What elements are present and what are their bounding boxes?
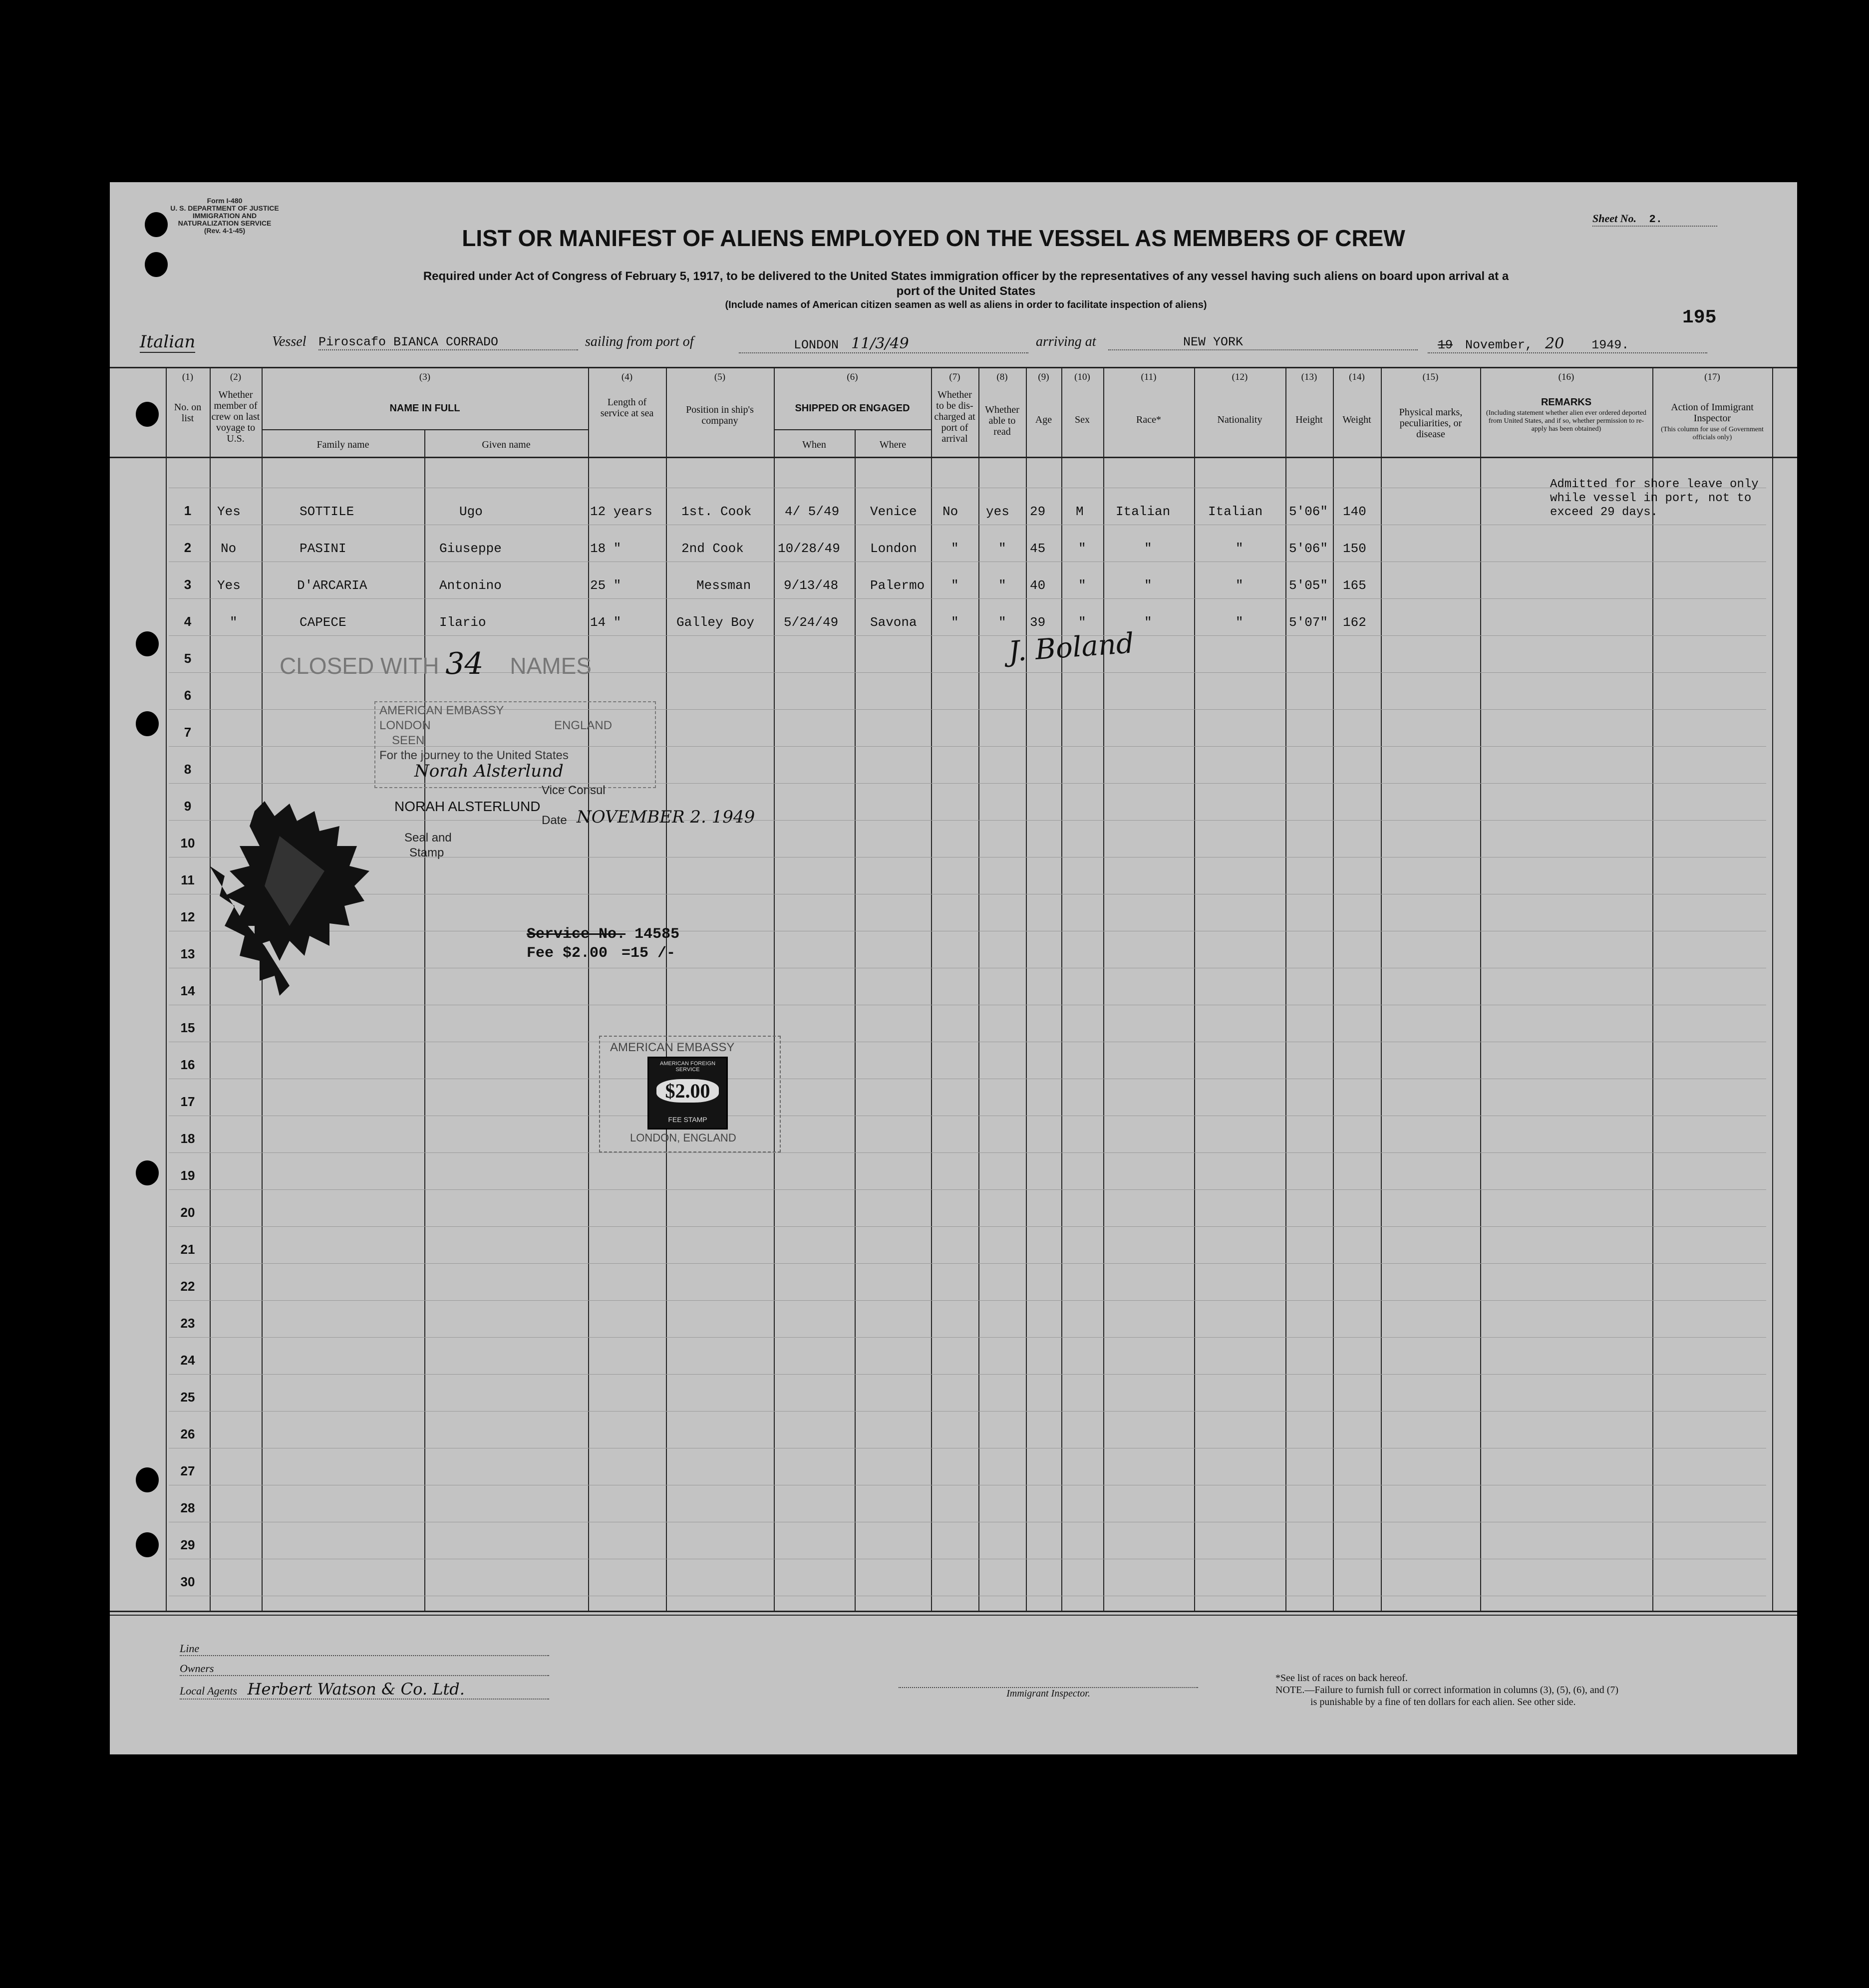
fee-label: Fee $2.00 (527, 945, 608, 962)
row-number: 12 (180, 909, 195, 924)
column-divider (1652, 367, 1653, 1612)
column-header-sex: Sex (1075, 414, 1090, 425)
column-header-no-on-list: No. on list (174, 402, 202, 424)
column-divider (1026, 367, 1027, 1612)
fee-value: =15 /- (622, 945, 676, 962)
column-divider (424, 429, 425, 1612)
sheet-number-block (1592, 212, 1717, 227)
crew-service-length: 18 " (590, 541, 622, 556)
column-divider (666, 367, 667, 1612)
crew-height: 5'06" (1289, 541, 1328, 556)
column-number: (17) (1704, 372, 1720, 382)
crew-race: Italian (1116, 504, 1171, 519)
row-rule (169, 1263, 1766, 1264)
remarks-line: while vessel in port, not to (1550, 492, 1752, 505)
fee-stamp-inner-bottom: FEE STAMP (668, 1116, 707, 1124)
column-header-physical-marks: Physical marks, peculiarities, or disease (1399, 407, 1463, 440)
crew-shipped-where: Savona (870, 615, 917, 630)
service-number: 14585 (634, 926, 680, 943)
arrival-month: November, (1465, 338, 1533, 352)
column-number: (13) (1301, 372, 1317, 382)
subtitle-line2: port of the United States (896, 284, 1036, 298)
column-divider (1381, 367, 1382, 1612)
column-number: (14) (1349, 372, 1365, 382)
manifest-sheet (110, 182, 1797, 1754)
stamp-date-value: NOVEMBER 2. 1949 (577, 807, 755, 827)
row-number: 23 (180, 1316, 195, 1331)
seal-label: Stamp (409, 846, 444, 859)
row-number: 8 (184, 762, 192, 777)
column-header-remarks-note: (Including statement whether alien ever ordered deported from United States, and if so, whether permission to re-apply has been obtained) (1486, 409, 1647, 433)
arrival-struck-day: 19 (1438, 338, 1453, 352)
subtitle-line3: (Include names of American citizen seamen as well as aliens in order to facilitate inspection of aliens) (725, 299, 1207, 310)
closed-with-stamp (280, 646, 592, 681)
crew-given-name: Ilario (439, 615, 486, 630)
agents-label: Local Agents (180, 1685, 238, 1697)
fee-stamp-inner-top: AMERICAN FOREIGN SERVICE (659, 1061, 716, 1073)
crew-able-to-read: " (998, 615, 1006, 630)
row-rule (169, 1189, 1766, 1190)
column-divider (1285, 367, 1286, 1612)
column-divider (1480, 367, 1481, 1612)
consul-signature: Norah Alsterlund (414, 761, 564, 781)
crew-shipped-when: 9/13/48 (784, 578, 839, 593)
column-header-given-name: Given name (482, 439, 531, 450)
crew-weight: 162 (1343, 615, 1366, 630)
column-header-weight: Weight (1342, 414, 1371, 425)
crew-family-name: CAPECE (300, 615, 346, 630)
column-number: (3) (419, 372, 431, 382)
column-header-able-to-read: Whether able to read (985, 404, 1019, 437)
inspector-label: Immigrant Inspector. (1006, 1688, 1090, 1699)
row-rule (169, 1300, 1766, 1301)
consul-name: NORAH ALSTERLUND (394, 799, 541, 814)
closed-suffix: NAMES (510, 653, 592, 679)
agents-value: Herbert Watson & Co. Ltd. (247, 1680, 465, 1699)
crew-race: " (1144, 541, 1152, 556)
row-number: 10 (180, 836, 195, 851)
column-header-height: Height (1295, 414, 1323, 425)
row-number: 27 (180, 1463, 195, 1478)
column-divider (855, 429, 856, 1612)
vessel-name: Piroscafo BIANCA CORRADO (318, 335, 578, 350)
table-bottom-border (110, 1615, 1797, 1616)
crew-service-length: 14 " (590, 615, 622, 630)
crew-race: " (1144, 578, 1152, 593)
crew-able-to-read: " (998, 541, 1006, 556)
fee-stamp (599, 1036, 781, 1152)
form-department: U. S. DEPARTMENT OF JUSTICE (170, 204, 279, 212)
footer-note: *See list of races on back hereof. (1275, 1673, 1408, 1684)
column-header-remarks: REMARKS (1541, 397, 1592, 408)
crew-family-name: SOTTILE (300, 504, 354, 519)
subheader-line (774, 429, 931, 430)
crew-position: 1st. Cook (681, 504, 752, 519)
table-top-border (110, 367, 1797, 368)
form-number: Form I-480 (207, 197, 243, 205)
arrival-day: 20 (1545, 335, 1564, 352)
column-number: (7) (949, 372, 960, 382)
subheader-line (262, 429, 588, 430)
crew-shipped-where: Palermo (870, 578, 925, 593)
arriving-label: arriving at (1036, 334, 1096, 349)
fee-stamp-inner (647, 1057, 728, 1130)
inspector-initials-signature: J. Boland (1007, 627, 1135, 668)
row-number: 9 (184, 799, 192, 814)
column-header-discharged: Whether to be dis-charged at port of arrival (934, 389, 975, 444)
embassy-stamp-line: LONDON (379, 719, 431, 732)
crew-race: " (1144, 615, 1152, 630)
row-number: 18 (180, 1131, 195, 1146)
column-header-family-name: Family name (316, 439, 369, 450)
crew-sex: " (1078, 541, 1086, 556)
row-rule (169, 1226, 1766, 1227)
column-divider (774, 367, 775, 1612)
row-number: 21 (180, 1242, 195, 1257)
crew-height: 5'07" (1289, 615, 1328, 630)
column-header-nationality: Nationality (1217, 414, 1262, 425)
crew-age: 39 (1030, 615, 1046, 630)
crew-family-name: D'ARCARIA (297, 578, 367, 593)
footer-agents-field (180, 1680, 549, 1700)
header-bottom-border (110, 457, 1797, 458)
page-number: 195 (1682, 307, 1717, 328)
footer-owners-field (180, 1662, 549, 1676)
column-divider (1103, 367, 1104, 1612)
column-header-name-in-full: NAME IN FULL (389, 403, 460, 414)
line-label: Line (180, 1642, 200, 1655)
row-number: 5 (184, 651, 192, 666)
row-number: 2 (184, 540, 192, 555)
crew-last-voyage: No (221, 541, 237, 556)
column-number: (10) (1074, 372, 1090, 382)
crew-position: Galley Boy (676, 615, 755, 630)
row-number: 11 (181, 872, 195, 887)
crew-shipped-where: London (870, 541, 917, 556)
column-number: (8) (996, 372, 1008, 382)
row-number: 28 (180, 1500, 195, 1515)
arrival-year: 1949. (1591, 338, 1629, 352)
row-number: 4 (184, 614, 192, 629)
crew-nationality: " (1236, 541, 1244, 556)
crew-height: 5'05" (1289, 578, 1328, 593)
crew-shipped-where: Venice (870, 504, 917, 519)
row-number: 22 (180, 1279, 195, 1294)
crew-nationality: Italian (1208, 504, 1263, 519)
sailing-label: sailing from port of (585, 334, 694, 349)
row-number: 25 (180, 1390, 195, 1405)
row-number: 24 (180, 1353, 195, 1368)
closed-prefix: CLOSED WITH (280, 653, 439, 679)
crew-given-name: Antonino (439, 578, 502, 593)
fee-stamp-footer: LONDON, ENGLAND (630, 1132, 736, 1144)
column-number: (11) (1141, 372, 1157, 382)
column-header-length-of-service: Length of service at sea (600, 397, 654, 419)
embossed-seal (205, 796, 414, 1006)
sheet-number-value: 2. (1649, 213, 1662, 226)
row-number: 13 (180, 946, 195, 961)
crew-given-name: Ugo (459, 504, 483, 519)
crew-able-to-read: " (998, 578, 1006, 593)
row-number: 20 (180, 1205, 195, 1220)
fee-stamp-amount: $2.00 (656, 1079, 719, 1103)
column-number: (6) (847, 372, 858, 382)
column-number: (12) (1232, 372, 1248, 382)
crew-service-length: 25 " (590, 578, 622, 593)
sailing-port (739, 335, 1028, 353)
footer-line-field (180, 1642, 549, 1656)
remarks-line: Admitted for shore leave only (1550, 478, 1759, 491)
service-label: Service No. (527, 926, 626, 943)
fee-stamp-header: AMERICAN EMBASSY (610, 1041, 735, 1054)
remarks-line: exceed 29 days. (1550, 506, 1658, 519)
row-number: 17 (180, 1094, 195, 1109)
crew-shipped-when: 10/28/49 (778, 541, 840, 556)
embassy-stamp-line: ENGLAND (554, 719, 613, 732)
row-number: 15 (180, 1020, 195, 1035)
crew-able-to-read: yes (986, 504, 1009, 519)
embassy-stamp-line: SEEN (392, 734, 425, 747)
column-header-when: When (802, 439, 826, 450)
column-number: (16) (1558, 372, 1574, 382)
row-number: 16 (180, 1057, 195, 1072)
column-divider (588, 367, 589, 1612)
crew-service-length: 12 years (590, 504, 652, 519)
column-header-inspector-action: Action of Immigrant Inspector (1671, 402, 1754, 424)
column-divider (1333, 367, 1334, 1612)
crew-last-voyage: Yes (217, 578, 241, 593)
crew-position: Messman (696, 578, 751, 593)
row-number: 3 (184, 577, 192, 592)
closed-count: 34 (445, 646, 484, 681)
crew-nationality: " (1236, 578, 1244, 593)
column-number: (4) (621, 372, 633, 382)
crew-table (110, 367, 1797, 1655)
crew-shipped-when: 5/24/49 (784, 615, 839, 630)
row-number: 1 (184, 503, 192, 518)
column-number: (5) (714, 372, 726, 382)
crew-height: 5'06" (1289, 504, 1328, 519)
row-rule (169, 1374, 1766, 1375)
row-number: 29 (180, 1537, 195, 1552)
crew-weight: 165 (1343, 578, 1366, 593)
row-rule (169, 1337, 1766, 1338)
footer-note: is punishable by a fine of ten dollars for each alien. See other side. (1310, 1697, 1576, 1707)
crew-sex: " (1078, 615, 1086, 630)
arrival-date (1428, 335, 1707, 353)
crew-discharged: " (951, 578, 959, 593)
table-bottom-border (110, 1611, 1797, 1612)
form-revision: (Rev. 4-1-45) (204, 227, 246, 235)
form-service: IMMIGRATION AND NATURALIZATION SERVICE (178, 212, 272, 227)
handwritten-flag: Italian (140, 332, 196, 352)
vessel-line (130, 332, 1777, 357)
crew-nationality: " (1236, 615, 1244, 630)
row-number: 30 (180, 1574, 195, 1589)
embassy-stamp-line: AMERICAN EMBASSY (379, 704, 504, 717)
crew-position: 2nd Cook (681, 541, 744, 556)
column-number: (15) (1422, 372, 1439, 382)
crew-discharged: " (951, 541, 959, 556)
column-header-inspector-note: (This column for use of Government officials only) (1661, 426, 1764, 441)
vessel-label: Vessel (272, 334, 307, 349)
column-divider (1772, 367, 1773, 1612)
page-title: LIST OR MANIFEST OF ALIENS EMPLOYED ON THE VESSEL AS MEMBERS OF CREW (462, 225, 1405, 251)
sailing-port-name: LONDON (794, 338, 839, 352)
seal-label: Seal and (404, 831, 452, 845)
column-divider (1061, 367, 1062, 1612)
row-number: 6 (184, 688, 192, 703)
column-divider (978, 367, 979, 1612)
subtitle-line1: Required under Act of Congress of February 5, 1917, to be delivered to the United States immigration officer by the representatives of any vessel having such aliens on board upon arrival at a (423, 270, 1509, 283)
column-number: (9) (1038, 372, 1049, 382)
crew-sex: " (1078, 578, 1086, 593)
crew-age: 45 (1030, 541, 1046, 556)
row-rule (169, 598, 1766, 599)
immigrant-inspector-signature-line (899, 1687, 1198, 1700)
date-label: Date (542, 814, 567, 827)
footer-notes (1275, 1672, 1755, 1708)
row-rule (169, 1411, 1766, 1412)
crew-shipped-when: 4/ 5/49 (785, 504, 840, 519)
crew-weight: 140 (1343, 504, 1366, 519)
sheet-number-label: Sheet No. (1592, 212, 1636, 225)
arriving-port: NEW YORK (1108, 335, 1418, 350)
crew-sex: M (1076, 504, 1084, 519)
crew-weight: 150 (1343, 541, 1366, 556)
column-header-race: Race* (1136, 414, 1161, 425)
column-header-last-voyage: Whether member of crew on last voyage to U.S. (211, 389, 260, 444)
row-number: 14 (180, 983, 195, 998)
punch-hole (145, 252, 168, 277)
service-number-line (527, 926, 679, 943)
column-header-age: Age (1035, 414, 1052, 425)
crew-age: 40 (1030, 578, 1046, 593)
crew-age: 29 (1030, 504, 1046, 519)
column-header-shipped-or-engaged: SHIPPED OR ENGAGED (795, 403, 910, 414)
crew-last-voyage: Yes (217, 504, 241, 519)
sailing-date: 11/3/49 (851, 335, 909, 352)
crew-discharged: " (951, 615, 959, 630)
row-number: 26 (180, 1426, 195, 1441)
owners-label: Owners (180, 1662, 214, 1675)
column-divider (931, 367, 932, 1612)
embassy-stamp-line: For the journey to the United States (379, 749, 569, 762)
crew-given-name: Giuseppe (439, 541, 502, 556)
footer-note: NOTE.—Failure to furnish full or correct information in columns (3), (5), (6), and (7) (1275, 1685, 1619, 1696)
fee-line (527, 945, 675, 962)
row-rule (169, 1152, 1766, 1153)
row-rule (169, 635, 1766, 636)
row-number: 19 (180, 1168, 195, 1183)
crew-discharged: No (942, 504, 958, 519)
crew-family-name: PASINI (300, 541, 346, 556)
column-header-position: Position in ship's company (686, 404, 754, 426)
column-header-where: Where (879, 439, 907, 450)
column-divider (1194, 367, 1195, 1612)
crew-last-voyage: " (230, 615, 238, 630)
column-number: (2) (230, 372, 242, 382)
row-number: 7 (184, 725, 192, 740)
consul-title: Vice Consul (542, 784, 606, 797)
column-number: (1) (182, 372, 194, 382)
